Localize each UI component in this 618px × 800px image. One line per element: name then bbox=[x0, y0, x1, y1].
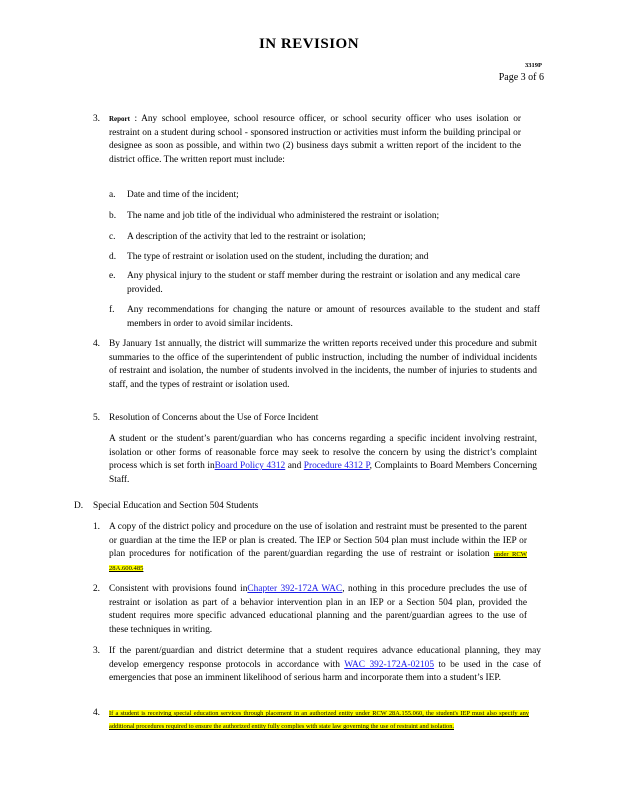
item-text bbox=[109, 113, 521, 167]
sub-letter: f. bbox=[109, 305, 115, 315]
revision-title: IN REVISION bbox=[258, 36, 360, 52]
sub-text: Date and time of the incident; bbox=[127, 190, 239, 200]
item-heading: Resolution of Concerns about the Use of Force Incident bbox=[109, 413, 319, 423]
sub-text: Any recommendations for changing the nature or amount of resources available to the student and staff members in order to avoid similar incidents. bbox=[127, 305, 540, 329]
item-number: 2. bbox=[92, 584, 100, 594]
board-policy-4312-link[interactable]: Board Policy 4312 bbox=[214, 461, 286, 472]
item-label: Report bbox=[109, 115, 130, 123]
item-body: A copy of the district policy and procedure on the use of isolation and restraint must be presented to the parent or guardian at the time the IEP or plan is created. The IEP or Section 504 plan must include within the IEP or plan procedures for notification of the parent/guardian regarding the use of restraint or isolation bbox=[109, 522, 527, 560]
procedure-code: 3319P bbox=[525, 62, 542, 69]
item-number: 4. bbox=[92, 708, 100, 718]
item-number: 5. bbox=[92, 413, 100, 423]
item-body: : Any school employee, school resource officer, or school security officer who uses isolation or restraint on a student during school - sponsored instruction or activities must inform the building principal or designee as soon as possible, and within two (2) business days submit a written report of the incident to the district office. The written report must include: bbox=[109, 114, 522, 165]
item-number: 1. bbox=[92, 522, 100, 532]
sub-text: A description of the activity that led to the restraint or isolation; bbox=[127, 232, 366, 242]
sub-letter: e. bbox=[109, 271, 116, 281]
sub-text: The type of restraint or isolation used on the student, including the duration; and bbox=[127, 252, 429, 262]
section-letter: D. bbox=[74, 501, 84, 511]
wac-392-172a-02105-link[interactable]: WAC 392-172A-02105 bbox=[344, 659, 435, 670]
conjunction: and bbox=[285, 461, 304, 472]
item-body-tail: to be used in the case of emergencies that pose an imminent likelihood of serious harm and incorporate them into a student’s IEP. bbox=[109, 659, 541, 684]
item-text-highlighted bbox=[109, 707, 529, 734]
item-number: 3. bbox=[92, 114, 100, 124]
item-text bbox=[109, 645, 541, 686]
sub-text: Any physical injury to the student or staff member during the restraint or isolation and any medical care provided. bbox=[127, 271, 520, 295]
chapter-392-172a-wac-link[interactable]: Chapter 392-172A WAC bbox=[247, 584, 343, 594]
item-text bbox=[109, 521, 527, 575]
item-body: A student or the student’s parent/guardian who has concerns regarding a specific incident involving restraint, isolation or other forms of reasonable force may seek to resolve the concern by using the district’s complaint process which is set forth in bbox=[109, 434, 537, 472]
sub-letter: b. bbox=[109, 211, 117, 221]
item-text bbox=[109, 583, 527, 637]
sub-letter: d. bbox=[109, 252, 117, 262]
item-text bbox=[109, 433, 537, 487]
section-heading: Special Education and Section 504 Students bbox=[93, 501, 259, 511]
item-body-tail: , Complaints to Board Members Concerning Staff. bbox=[109, 461, 537, 485]
procedure-4312p-link[interactable]: Procedure 4312 P bbox=[303, 461, 370, 472]
sub-letter: c. bbox=[109, 232, 116, 242]
item-number: 4. bbox=[92, 339, 100, 349]
page-number: Page 3 of 6 bbox=[498, 72, 544, 83]
item-body: If the parent/guardian and district determine that a student requires advance educational planning, they may develop emergency response protocols in accordance with bbox=[109, 646, 541, 670]
sub-text: The name and job title of the individual who administered the restraint or isolation; bbox=[127, 211, 440, 221]
item-body-tail: , nothing in this procedure precludes the use of restraint or isolation as part of a behavior intervention plan in an IEP or a Section 504 plan, provided the student requires more specific advanced educational planning and the parent/guardian agrees to the use of these techniques in writing. bbox=[109, 584, 527, 635]
item-body: If a student is receiving special education services through placement in an authorized entity under RCW 28A.155.060, the student's IEP must also specify any additional procedures required to ensure the authorized entity fully complies with state law governing the use of restraint and isolation. bbox=[109, 710, 529, 731]
item-number: 3. bbox=[92, 646, 100, 656]
item-body: Consistent with provisions found in bbox=[109, 584, 248, 594]
rcw-485-reference: under RCW 28A.600.485 bbox=[109, 551, 527, 572]
sub-letter: a. bbox=[109, 190, 116, 200]
item-text: By January 1st annually, the district will summarize the written reports received under this procedure and submit summaries to the office of the superintendent of public instruction, including the number of individual incidents of restraint and isolation, the number of students involved in the incidents, the number of injuries to students and staff, and the types of restraint or isolation used. bbox=[109, 339, 537, 390]
